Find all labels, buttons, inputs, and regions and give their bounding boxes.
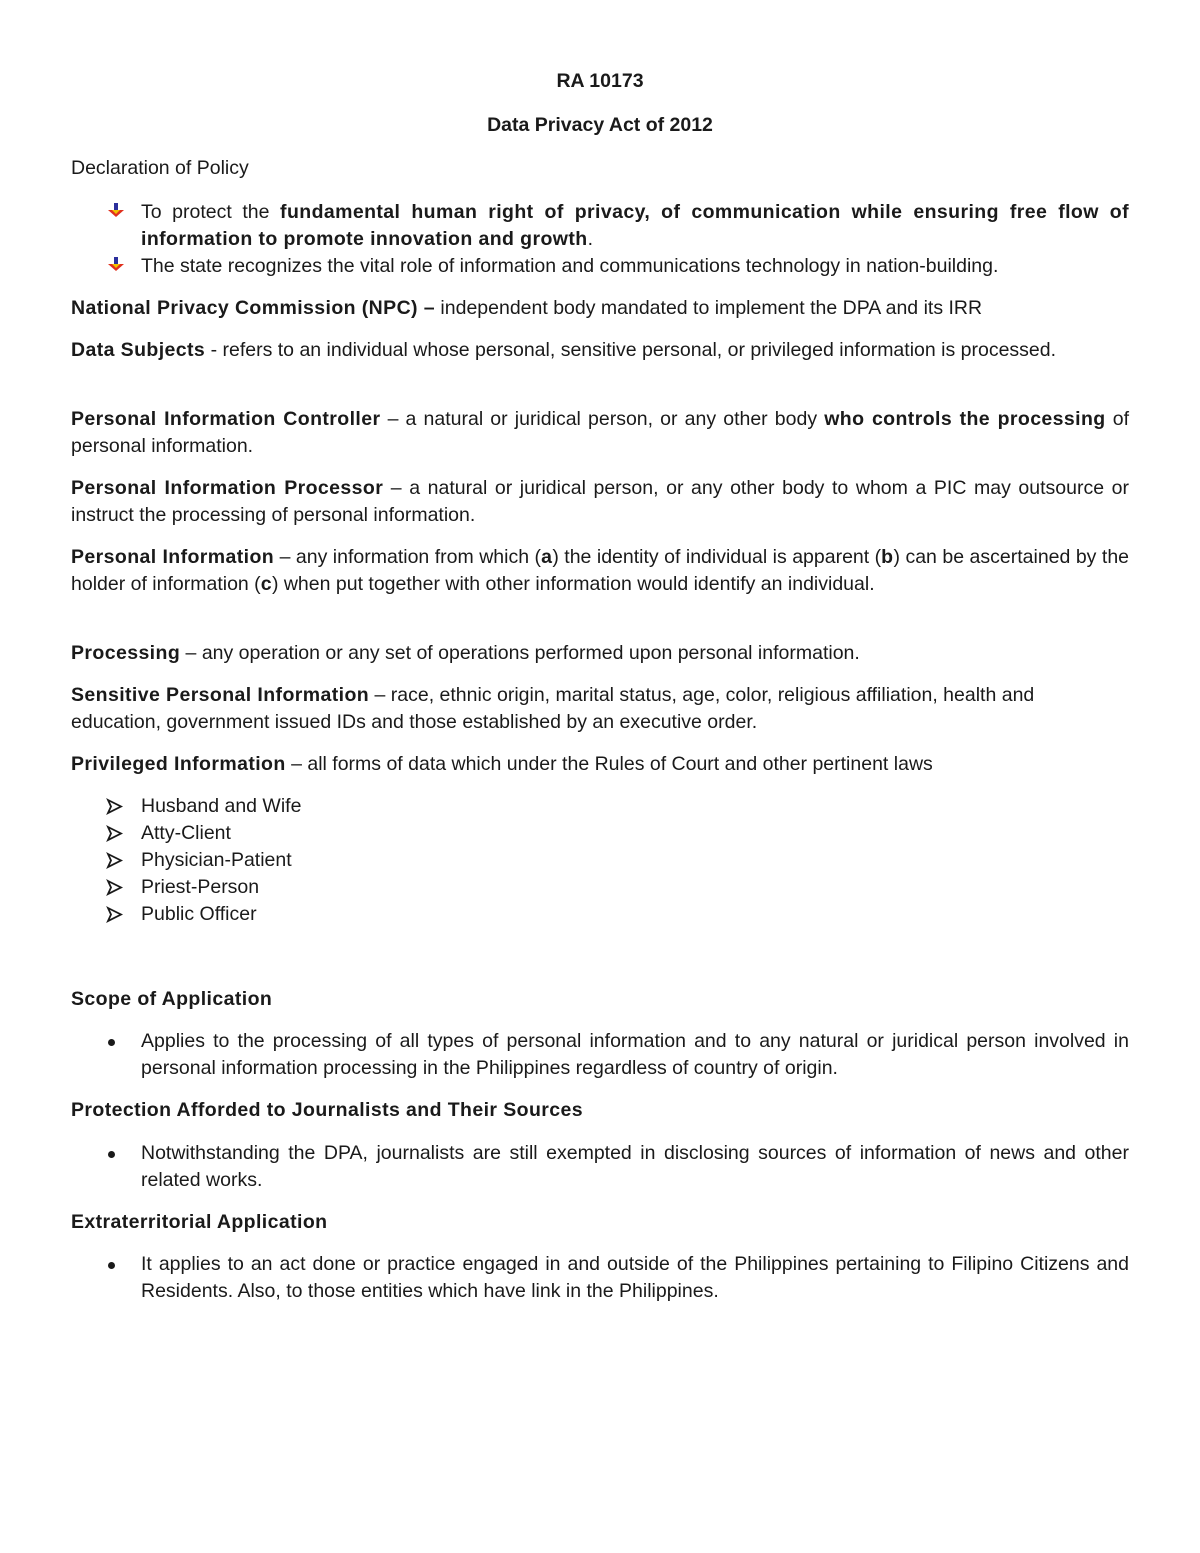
bullet-icon [108, 1039, 115, 1046]
emphasis: fundamental human right of privacy, of communication while ensuring free flow of information to promote innovation and growth [141, 201, 1129, 250]
privileged-list [71, 793, 1129, 928]
bullet-icon [108, 1262, 115, 1269]
term: Sensitive Personal Information [71, 684, 370, 706]
list-item: Physician-Patient [71, 847, 1129, 874]
scope-heading: Scope of Application [71, 988, 273, 1010]
term: Personal Information Controller [71, 408, 381, 430]
definition-privileged-information: Privileged Information – all forms of data which under the Rules of Court and other pertinent laws [71, 753, 933, 775]
journalists-list [71, 1140, 1129, 1194]
arrowhead-icon [105, 847, 127, 874]
list-item: Husband and Wife [71, 793, 1129, 820]
term: National Privacy Commission (NPC) – [71, 297, 436, 319]
list-item: To protect the fundamental human right of privacy, of communication while ensuring free flow of information to promote innovation and growth. [71, 199, 1129, 253]
extraterritorial-heading: Extraterritorial Application [71, 1211, 328, 1233]
term: Personal Information Processor [71, 477, 384, 499]
arrowhead-icon [105, 793, 127, 820]
list-item: The state recognizes the vital role of information and communications technology in nation-building. [71, 253, 1129, 280]
definition-processing: Processing – any operation or any set of operations performed upon personal information. [71, 642, 860, 664]
list-item: Public Officer [71, 901, 1129, 928]
definition-pic: Personal Information Controller – a natural or juridical person, or any other body who controls the processing of personal information. [71, 408, 1130, 457]
definition-data-subjects: Data Subjects - refers to an individual whose personal, sensitive personal, or privileged information is processed. [71, 339, 1057, 361]
term: Data Subjects [71, 339, 206, 361]
arrow-down-icon [105, 253, 127, 280]
bullet-icon [108, 1151, 115, 1158]
emphasis: who controls the processing [824, 408, 1106, 430]
list-item: Atty-Client [71, 820, 1129, 847]
definition-sensitive-personal-information: Sensitive Personal Information – race, ethnic origin, marital status, age, color, religious affiliation, health and education, government issued IDs and those established by an executive order. [71, 684, 1035, 733]
arrowhead-icon [105, 820, 127, 847]
declaration-list [71, 199, 1129, 280]
scope-list [71, 1028, 1129, 1082]
list-item: Applies to the processing of all types of personal information and to any natural or juridical person involved in personal information processing in the Philippines regardless of country of origin. [71, 1028, 1129, 1082]
declaration-heading: Declaration of Policy [71, 157, 249, 179]
definition-personal-information: Personal Information – any information from which (a) the identity of individual is apparent (b) can be ascertained by the holder of information (c) when put together with other information would identify an individual. [71, 546, 1130, 595]
arrow-down-icon [105, 199, 127, 226]
document-subtitle: Data Privacy Act of 2012 [487, 114, 713, 136]
arrowhead-icon [105, 901, 127, 928]
definition-npc: National Privacy Commission (NPC) – independent body mandated to implement the DPA and its IRR [71, 297, 983, 319]
list-item: Notwithstanding the DPA, journalists are still exempted in disclosing sources of information of news and other related works. [71, 1140, 1129, 1194]
document-title: RA 10173 [556, 70, 644, 92]
extraterritorial-list [71, 1251, 1129, 1305]
list-item: Priest-Person [71, 874, 1129, 901]
arrowhead-icon [105, 874, 127, 901]
term: Processing [71, 642, 181, 664]
list-item: It applies to an act done or practice engaged in and outside of the Philippines pertaining to Filipino Citizens and Residents. Also, to those entities which have link in the Philippines. [71, 1251, 1129, 1305]
journalists-heading: Protection Afforded to Journalists and Their Sources [71, 1099, 583, 1121]
term: Privileged Information [71, 753, 286, 775]
definition-pip: Personal Information Processor – a natural or juridical person, or any other body to whom a PIC may outsource or instruct the processing of personal information. [71, 477, 1129, 526]
term: Personal Information [71, 546, 275, 568]
